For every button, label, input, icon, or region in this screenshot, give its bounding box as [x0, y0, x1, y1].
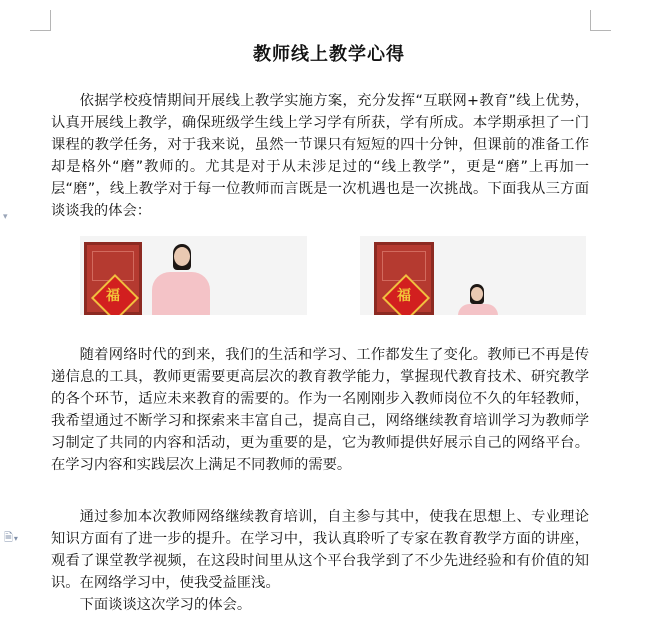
- page-corner-mark-top-left: [30, 10, 51, 31]
- paragraph-closing: 下面谈谈这次学习的体会。: [79, 597, 252, 613]
- photo-teacher-left: [80, 236, 307, 315]
- paragraph-intro: 依据学校疫情期间开展线上教学实施方案，充分发挥“互联网+教育”线上优势，认真开展线上教学，确保班级学生线上学习学有所获，学有所成。本学期承担了一门课程的教学任务，对于我来说，虽然一节课只有短短的四十分钟，但课前的准备工作却是格外“磨”教师的。尤其是对于从未涉足过的“线上教学”，更是“磨”上再加一层“磨”，线上教学对于每一位教师而言既是一次机遇也是一次挑战。下面我从三方面谈谈我的体会：: [51, 93, 589, 219]
- red-door: [84, 242, 142, 315]
- page-corner-mark-top-right: [590, 10, 611, 31]
- photo-teacher-right: [360, 236, 586, 315]
- fu-character: 福: [397, 288, 411, 304]
- teacher-pink-coat: [152, 272, 210, 315]
- teacher-head: [174, 247, 190, 266]
- teacher-pink-coat: [458, 304, 498, 315]
- small-triangle-icon[interactable]: ▾: [3, 212, 8, 222]
- document-icon[interactable]: 🗎▾: [4, 531, 18, 544]
- paragraph-training: 通过参加本次教师网络继续教育培训，自主参与其中，使我在思想上、专业理论知识方面有了进一步的提升。在学习中，我认真聆听了专家在教育教学方面的讲座，观看了课堂教学视频，在这段时间里从这个平台我学到了不少先进经验和有价值的知识。在网络学习中，使我受益匪浅。: [51, 509, 589, 591]
- red-door: [374, 242, 434, 315]
- teacher-head: [471, 287, 483, 301]
- document-title: 教师线上教学心得: [253, 44, 405, 65]
- paragraph-network-era: 随着网络时代的到来，我们的生活和学习、工作都发生了变化。教师已不再是传递信息的工具，教师更需要更高层次的教育教学能力，掌握现代教育技术、研究教学的各个环节，适应未来教育的需要的。作为一名刚刚步入教师岗位不久的年轻教师，我希望通过不断学习和探索来丰富自己，提高自己，网络继续教育培训学习为教师学习制定了共同的内容和活动，更为重要的是，它为教师提供好展示自己的网络平台。在学习内容和实践层次上满足不同教师的需要。: [51, 347, 589, 473]
- fu-character: 福: [106, 288, 120, 304]
